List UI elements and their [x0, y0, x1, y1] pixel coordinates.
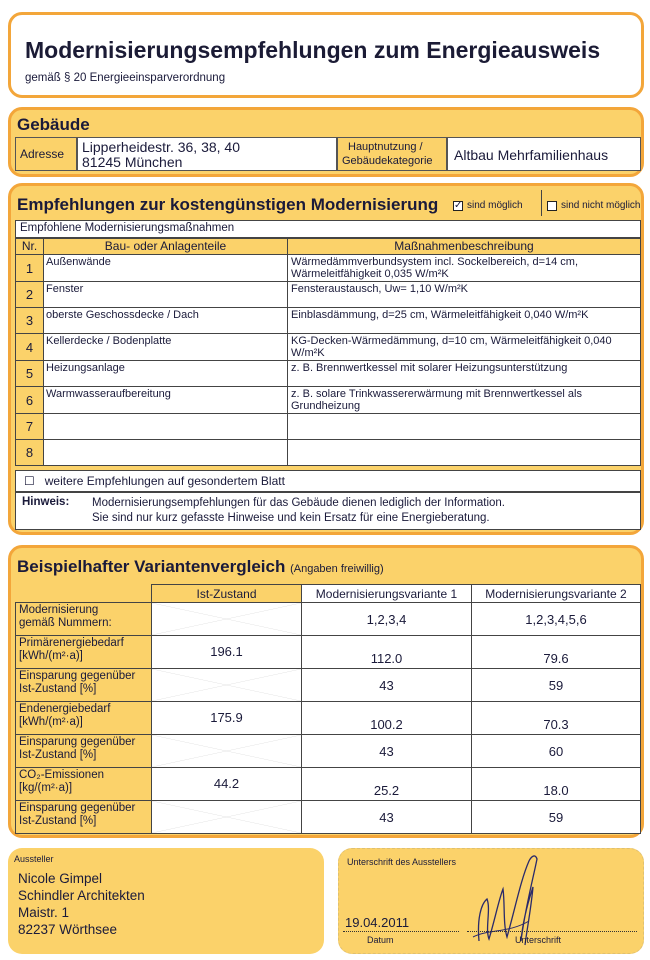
- aussteller-address: [18, 870, 145, 938]
- hinweis-text: [92, 496, 612, 526]
- vergleich-row: [16, 603, 641, 636]
- massnahme-nr: 2: [16, 282, 44, 308]
- massnahme-bauteil: [44, 414, 288, 440]
- col-ist-header: Ist-Zustand: [152, 585, 302, 603]
- v2-value: 79.6: [472, 636, 641, 669]
- massnahme-beschreibung: [288, 414, 641, 440]
- vergleich-row: [16, 735, 641, 768]
- handwritten-signature: [459, 849, 562, 949]
- vergleich-row: [16, 702, 641, 735]
- massnahme-nr: 1: [16, 255, 44, 282]
- v1-value: 43: [302, 735, 472, 768]
- v2-value: 60: [472, 735, 641, 768]
- massnahme-row: [16, 361, 641, 387]
- nutzung-value-cell: [447, 137, 641, 171]
- massnahme-row: [16, 334, 641, 361]
- massnahme-beschreibung: Fensteraustausch, Uw= 1,10 W/m²K: [288, 282, 641, 308]
- variantenvergleich-note: (Angaben freiwillig): [290, 563, 384, 575]
- massnahme-bauteil: Warmwasseraufbereitung: [44, 387, 288, 414]
- nutzung-label-1: Hauptnutzung /: [348, 141, 423, 153]
- massnahme-nr: 3: [16, 308, 44, 334]
- hinweis-line1: Modernisierungsempfehlungen für das Gebäude dienen lediglich der Information.: [92, 497, 505, 509]
- ist-cell-crossed: [152, 603, 302, 636]
- vergleich-row-label: [16, 801, 152, 834]
- vergleich-row-label: [16, 702, 152, 735]
- ist-cell-crossed: [152, 735, 302, 768]
- nutzung-label-2: Gebäudekategorie: [342, 155, 433, 167]
- aussteller-strasse: Maistr. 1: [18, 905, 70, 920]
- ist-cell-crossed: [152, 801, 302, 834]
- ist-value: 196.1: [152, 636, 302, 669]
- row-label-line1: Primärenergiebedarf: [19, 637, 124, 649]
- checkbox-empty-icon[interactable]: [547, 201, 557, 211]
- massnahme-bauteil: Fenster: [44, 282, 288, 308]
- sind-moeglich-option[interactable]: [453, 200, 523, 211]
- adresse-line1: Lipperheidestr. 36, 38, 40: [82, 139, 241, 155]
- sind-moeglich-label: sind möglich: [467, 200, 523, 211]
- empfehlungen-title: Empfehlungen zur kostengünstigen Modernisierung: [17, 195, 439, 214]
- empfehlungen-section: [8, 183, 644, 535]
- massnahme-bauteil: Heizungsanlage: [44, 361, 288, 387]
- vergleich-row-label: [16, 669, 152, 702]
- massnahme-bauteil: Außenwände: [44, 255, 288, 282]
- corner-cell: [16, 585, 152, 603]
- massnahme-beschreibung: Einblasdämmung, d=25 cm, Wärmeleitfähigkeit 0,040 W/m²K: [288, 308, 641, 334]
- adresse-value-cell: [77, 137, 337, 171]
- massnahme-nr: 4: [16, 334, 44, 361]
- v2-value: 1,2,3,4,5,6: [472, 603, 641, 636]
- v1-value: 112.0: [302, 636, 472, 669]
- massnahme-bauteil: Kellerdecke / Bodenplatte: [44, 334, 288, 361]
- massnahme-beschreibung: z. B. Brennwertkessel mit solarer Heizungsunterstützung: [288, 361, 641, 387]
- document-subtitle: gemäß § 20 Energieeinsparverordnung: [25, 72, 226, 84]
- aussteller-name: Nicole Gimpel: [18, 871, 103, 886]
- ist-cell-crossed: [152, 669, 302, 702]
- nutzung-value: Altbau Mehrfamilienhaus: [454, 147, 609, 163]
- v1-value: 43: [302, 669, 472, 702]
- row-label-line1: Einsparung gegenüber: [19, 670, 136, 682]
- unterschrift-line: [467, 931, 637, 932]
- col-v1-header: Modernisierungsvariante 1: [302, 585, 472, 603]
- row-label-line1: Einsparung gegenüber: [19, 802, 136, 814]
- massnahme-row: [16, 282, 641, 308]
- unterschrift-section: [338, 848, 644, 954]
- empfohlene-massnahmen-header: Empfohlene Modernisierungsmaßnahmen: [15, 220, 641, 238]
- datum-line: [343, 931, 459, 932]
- massnahme-bauteil: [44, 440, 288, 466]
- row-label-line2: gemäß Nummern:: [19, 617, 112, 629]
- vergleich-row-label: [16, 636, 152, 669]
- adresse-line2: 81245 München: [82, 154, 183, 170]
- variantenvergleich-section: [8, 545, 644, 838]
- aussteller-caption: Aussteller: [14, 854, 54, 864]
- weitere-empfehlungen-row[interactable]: [15, 470, 641, 492]
- ist-value: 44.2: [152, 768, 302, 801]
- row-label-line2: Ist-Zustand [%]: [19, 749, 97, 761]
- sind-nicht-moeglich-option[interactable]: [547, 200, 640, 211]
- gebaeude-title: Gebäude: [17, 115, 90, 134]
- massnahme-row: [16, 308, 641, 334]
- col-bau-header: Bau- oder Anlagenteile: [44, 239, 288, 255]
- v1-value: 25.2: [302, 768, 472, 801]
- massnahme-row: [16, 387, 641, 414]
- row-label-line2: [kWh/(m²·a)]: [19, 650, 83, 662]
- massnahme-nr: 6: [16, 387, 44, 414]
- v2-value: 70.3: [472, 702, 641, 735]
- document-title: Modernisierungsempfehlungen zum Energieausweis: [25, 37, 601, 63]
- massnahme-nr: 7: [16, 414, 44, 440]
- weitere-label: weitere Empfehlungen auf gesondertem Blatt: [44, 474, 285, 488]
- massnahme-row: [16, 414, 641, 440]
- v1-value: 1,2,3,4: [302, 603, 472, 636]
- row-label-line2: [kg/(m²·a)]: [19, 782, 73, 794]
- massnahme-row: [16, 255, 641, 282]
- ist-value: 175.9: [152, 702, 302, 735]
- row-label-line1: CO₂-Emissionen: [19, 769, 104, 781]
- vergleich-row-label: [16, 735, 152, 768]
- col-mass-header: Maßnahmenbeschreibung: [288, 239, 641, 255]
- row-label-line2: Ist-Zustand [%]: [19, 815, 97, 827]
- massnahme-nr: 8: [16, 440, 44, 466]
- adresse-label: Adresse: [20, 147, 65, 161]
- row-label-line1: Endenergiebedarf: [19, 703, 111, 715]
- check-divider: [541, 190, 542, 216]
- hinweis-label: Hinweis:: [22, 496, 70, 508]
- datum-value: 19.04.2011: [345, 915, 410, 930]
- massnahme-row: [16, 440, 641, 466]
- v2-value: 18.0: [472, 768, 641, 801]
- hinweis-box: [15, 492, 641, 530]
- massnahme-bauteil: oberste Geschossdecke / Dach: [44, 308, 288, 334]
- vergleich-row: [16, 768, 641, 801]
- row-label-line1: Einsparung gegenüber: [19, 736, 136, 748]
- massnahme-beschreibung: KG-Decken-Wärmedämmung, d=10 cm, Wärmeleitfähigkeit 0,040 W/m²K: [288, 334, 641, 361]
- v2-value: 59: [472, 801, 641, 834]
- row-label-line2: Ist-Zustand [%]: [19, 683, 97, 695]
- massnahmen-table: [15, 238, 641, 466]
- document-header: [8, 12, 644, 98]
- variantenvergleich-title: [17, 557, 384, 577]
- massnahme-nr: 5: [16, 361, 44, 387]
- aussteller-firma: Schindler Architekten: [18, 888, 145, 903]
- massnahme-beschreibung: z. B. solare Trinkwassererwärmung mit Brennwertkessel als Grundheizung: [288, 387, 641, 414]
- variantenvergleich-table: [15, 584, 641, 834]
- hinweis-line2: Sie sind nur kurz gefasste Hinweise und kein Ersatz für eine Energieberatung.: [92, 512, 490, 524]
- nutzung-label-cell: [337, 137, 447, 171]
- checkbox-checked-icon[interactable]: ✓: [454, 199, 463, 211]
- col-v2-header: Modernisierungsvariante 2: [472, 585, 641, 603]
- datum-label: Datum: [367, 935, 394, 945]
- vergleich-row: [16, 669, 641, 702]
- massnahme-beschreibung: [288, 440, 641, 466]
- vergleich-row: [16, 636, 641, 669]
- adresse-label-cell: [15, 137, 77, 171]
- massnahme-beschreibung: Wärmedämmverbundsystem incl. Sockelbereich, d=14 cm, Wärmeleitfähigkeit 0,035 W/m²K: [288, 255, 641, 282]
- v2-value: 59: [472, 669, 641, 702]
- v1-value: 43: [302, 801, 472, 834]
- vergleich-row-label: [16, 603, 152, 636]
- variantenvergleich-title-text: Beispielhafter Variantenvergleich: [17, 557, 286, 576]
- vergleich-row-label: [16, 768, 152, 801]
- aussteller-ort: 82237 Wörthsee: [18, 922, 118, 937]
- row-label-line2: [kWh/(m²·a)]: [19, 716, 83, 728]
- gebaeude-section: [8, 107, 644, 177]
- aussteller-section: [8, 848, 324, 954]
- weitere-checkbox-icon[interactable]: ☐: [24, 474, 35, 488]
- v1-value: 100.2: [302, 702, 472, 735]
- vergleich-row: [16, 801, 641, 834]
- col-nr-header: Nr.: [16, 239, 44, 255]
- row-label-line1: Modernisierung: [19, 604, 99, 616]
- unterschrift-label: Unterschrift: [515, 935, 562, 945]
- unterschrift-caption: Unterschrift des Ausstellers: [347, 857, 457, 867]
- sind-nicht-moeglich-label: sind nicht möglich: [561, 200, 641, 211]
